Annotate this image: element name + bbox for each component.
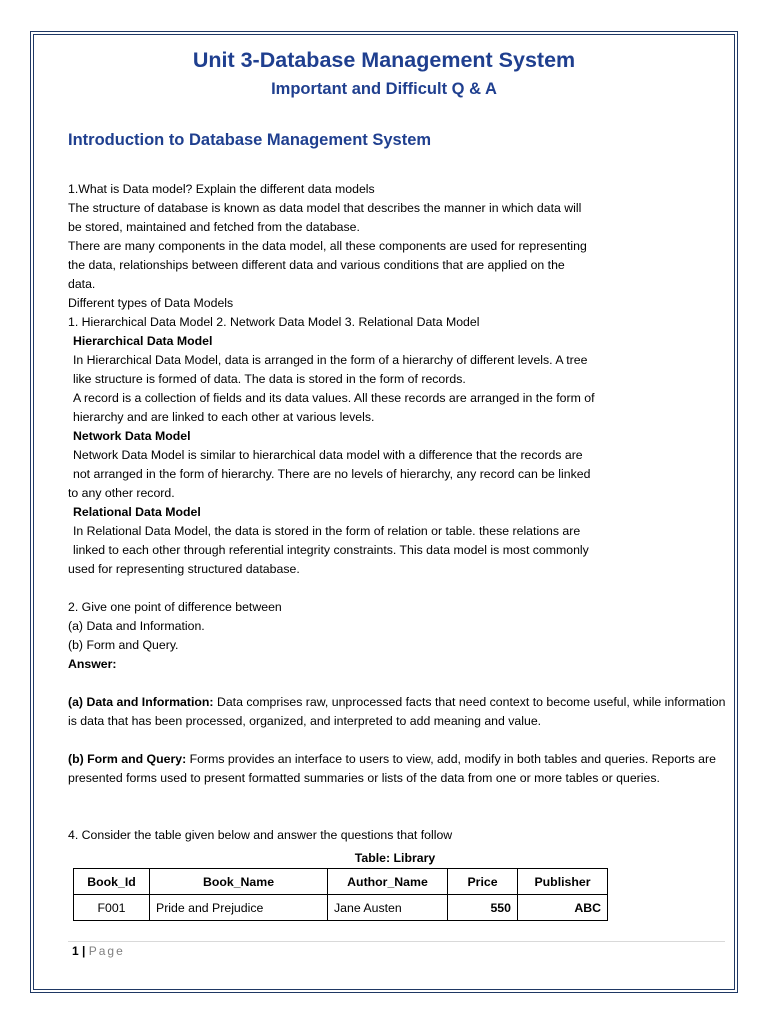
document-title: Unit 3-Database Management System: [192, 48, 576, 72]
column-header: Book_Id: [74, 869, 150, 895]
answer-a-label: (a) Data and Information:: [68, 695, 214, 709]
network-heading: Network Data Model: [73, 429, 191, 443]
q1-line-1: The structure of database is known as data model that describes the manner in which data will: [68, 201, 582, 215]
section-heading: Introduction to Database Management System: [68, 131, 432, 149]
footer-divider: [68, 941, 725, 942]
q2-part-a: (a) Data and Information.: [68, 619, 205, 633]
network-line-1: Network Data Model is similar to hierarchical data model with a difference that the records are: [73, 448, 583, 462]
library-table: [73, 868, 608, 921]
q1-question: 1.What is Data model? Explain the different data models: [68, 182, 375, 196]
relational-heading: Relational Data Model: [73, 505, 201, 519]
page-footer: [72, 944, 125, 958]
answer-a: [68, 693, 728, 731]
document-subtitle: Important and Difficult Q & A: [271, 80, 497, 98]
q1-line-3: There are many components in the data model, all these components are used for representing: [68, 239, 587, 253]
relational-line-1: In Relational Data Model, the data is stored in the form of relation or table. these relations are: [73, 524, 581, 538]
relational-line-2: linked to each other through referential integrity constraints. This data model is most commonly: [73, 543, 589, 557]
hierarchical-heading: Hierarchical Data Model: [73, 334, 213, 348]
table-row: [74, 895, 608, 921]
relational-line-3: used for representing structured database.: [68, 562, 300, 576]
column-header: Publisher: [518, 869, 608, 895]
q1-line-5: data.: [68, 277, 96, 291]
q1-line-2: be stored, maintained and fetched from the database.: [68, 220, 360, 234]
q1-line-4: the data, relationships between different data and various conditions that are applied on the: [68, 258, 565, 272]
network-line-3: to any other record.: [68, 486, 175, 500]
answer-label: Answer:: [68, 657, 117, 671]
column-header: Price: [448, 869, 518, 895]
hierarchical-line-4: hierarchy and are linked to each other at various levels.: [73, 410, 375, 424]
hierarchical-line-3: A record is a collection of fields and its data values. All these records are arranged in the form of: [73, 391, 595, 405]
table-header-row: [74, 869, 608, 895]
network-line-2: not arranged in the form of hierarchy. There are no levels of hierarchy, any record can be linked: [73, 467, 591, 481]
page-word: Page: [88, 944, 125, 958]
column-header: Book_Name: [150, 869, 328, 895]
table-cell: F001: [74, 895, 150, 921]
hierarchical-line-2: like structure is formed of data. The data is stored in the form of records.: [73, 372, 466, 386]
table-caption: Table: Library: [354, 851, 436, 865]
table-cell: Jane Austen: [328, 895, 448, 921]
table-cell: Pride and Prejudice: [150, 895, 328, 921]
table-cell: 550: [448, 895, 518, 921]
table-cell: ABC: [518, 895, 608, 921]
types-list: 1. Hierarchical Data Model 2. Network Data Model 3. Relational Data Model: [68, 315, 480, 329]
types-heading: Different types of Data Models: [68, 296, 234, 310]
q4-question: 4. Consider the table given below and answer the questions that follow: [68, 828, 453, 842]
answer-b-text: Forms provides an interface to users to view, add, modify in both tables and queries. Reports are presented forms used to present formatted summaries or lists of the data from one or more tables or queries.: [68, 752, 716, 785]
column-header: Author_Name: [328, 869, 448, 895]
q2-part-b: (b) Form and Query.: [68, 638, 179, 652]
page-separator: |: [82, 944, 86, 958]
hierarchical-line-1: In Hierarchical Data Model, data is arranged in the form of a hierarchy of different levels. A tree: [73, 353, 588, 367]
q2-question: 2. Give one point of difference between: [68, 600, 282, 614]
answer-b-label: (b) Form and Query:: [68, 752, 187, 766]
answer-b: [68, 750, 728, 788]
document-body: [68, 180, 728, 845]
answer-a-text: Data comprises raw, unprocessed facts that need context to become useful, while information is data that has been processed, organized, and interpreted to add meaning and value.: [68, 695, 726, 728]
page-number: 1: [72, 944, 79, 958]
